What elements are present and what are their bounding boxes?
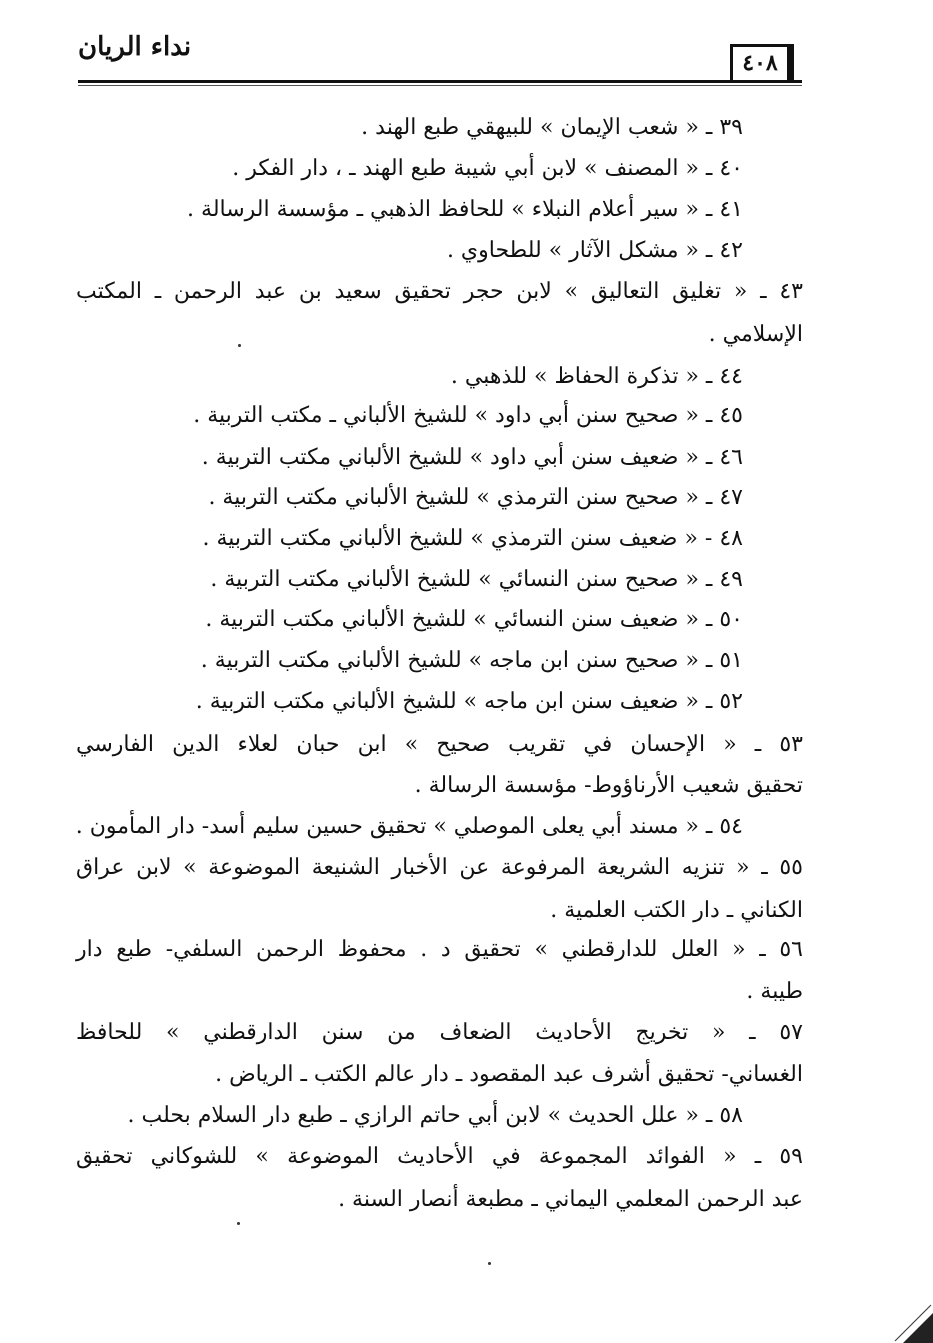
scan-speck xyxy=(488,1262,491,1265)
reference-line-continuation: الغساني- تحقيق أشرف عبد المقصود ـ دار عالم الكتب ـ الرياض . xyxy=(215,1062,803,1087)
reference-line: ٥٧ ـ « تخريج الأحاديث الضعاف من سنن الدارقطني » للحافظ xyxy=(76,1020,803,1045)
reference-line: ٤٧ ـ « صحيح سنن الترمذي » للشيخ الألباني مكتب التربية . xyxy=(208,485,743,510)
reference-line: ٤١ ـ « سير أعلام النبلاء » للحافظ الذهبي ـ مؤسسة الرسالة . xyxy=(187,197,743,222)
reference-line-continuation: تحقيق شعيب الأرناؤوط- مؤسسة الرسالة . xyxy=(414,773,803,798)
reference-line: ٥٨ ـ « علل الحديث » لابن أبي حاتم الرازي ـ طبع دار السلام بحلب . xyxy=(127,1103,743,1128)
page-number: ٤٠٨ xyxy=(730,44,794,80)
reference-line: ٥١ ـ « صحيح سنن ابن ماجه » للشيخ الألباني مكتب التربية . xyxy=(200,648,743,673)
reference-line: ٤٨ - « ضعيف سنن الترمذي » للشيخ الألباني مكتب التربية . xyxy=(202,526,743,551)
reference-line: ٥٣ ـ « الإحسان في تقريب صحيح » ابن حبان لعلاء الدين الفارسي xyxy=(76,732,803,757)
reference-line: ٥٤ ـ « مسند أبي يعلى الموصلي » تحقيق حسين سليم أسد- دار المأمون . xyxy=(75,814,743,839)
page-corner-curl xyxy=(893,1303,933,1343)
reference-line: ٤٤ ـ « تذكرة الحفاظ » للذهبي . xyxy=(450,364,743,389)
reference-line: ٥٢ ـ « ضعيف سنن ابن ماجه » للشيخ الألباني مكتب التربية . xyxy=(195,689,743,714)
reference-line: ٥٩ ـ « الفوائد المجموعة في الأحاديث الموضوعة » للشوكاني تحقيق xyxy=(76,1144,803,1169)
reference-line-continuation: الإسلامي . xyxy=(708,322,803,347)
reference-line: ٤٢ ـ « مشكل الآثار » للطحاوي . xyxy=(446,238,743,263)
reference-line: ٤٥ ـ « صحيح سنن أبي داود » للشيخ الألباني ـ مكتب التربية . xyxy=(193,403,743,428)
reference-line: ٤٦ ـ « ضعيف سنن أبي داود » للشيخ الألباني مكتب التربية . xyxy=(201,445,743,470)
reference-line: ٤٣ ـ « تغليق التعاليق » لابن حجر تحقيق سعيد بن عبد الرحمن ـ المكتب xyxy=(76,279,803,304)
scan-speck xyxy=(237,1222,240,1225)
reference-line: ٥٠ ـ « ضعيف سنن النسائي » للشيخ الألباني مكتب التربية . xyxy=(205,607,743,632)
reference-line-continuation: طيبة . xyxy=(746,979,803,1004)
reference-line-continuation: الكناني ـ دار الكتب العلمية . xyxy=(550,898,803,923)
reference-line: ٤٩ ـ « صحيح سنن النسائي » للشيخ الألباني مكتب التربية . xyxy=(210,567,743,592)
reference-line: ٥٥ ـ « تنزيه الشريعة المرفوعة عن الأخبار الشنيعة الموضوعة » لابن عراق xyxy=(76,855,803,880)
reference-line: ٥٦ ـ « العلل للدارقطني » تحقيق د . محفوظ الرحمن السلفي- طبع دار xyxy=(76,937,803,962)
running-title: نداء الريان xyxy=(78,32,192,62)
reference-line: ٣٩ ـ « شعب الإيمان » للبيهقي طبع الهند . xyxy=(361,115,743,140)
scan-speck xyxy=(238,344,241,347)
reference-line-continuation: عبد الرحمن المعلمي اليماني ـ مطبعة أنصار السنة . xyxy=(338,1187,803,1212)
reference-line: ٤٠ ـ « المصنف » لابن أبي شيبة طبع الهند ـ ، دار الفكر . xyxy=(232,156,743,181)
